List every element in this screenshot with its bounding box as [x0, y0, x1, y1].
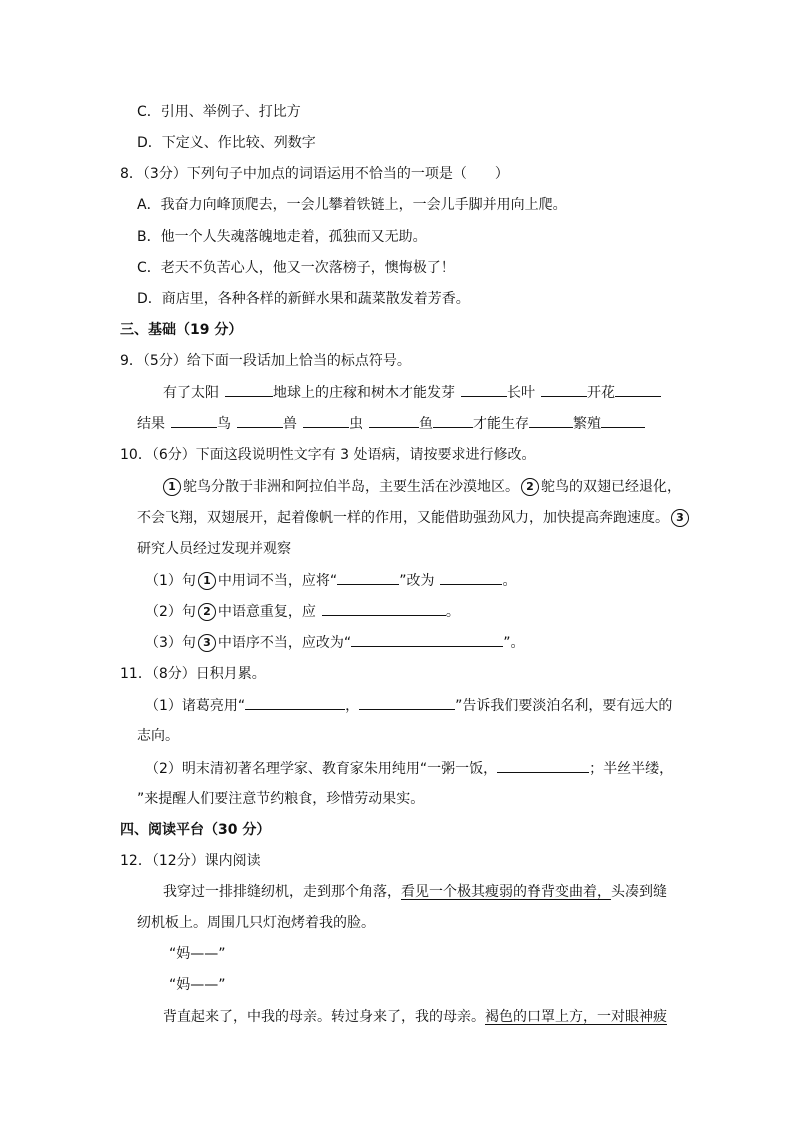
q9-word: 结果 — [137, 416, 165, 432]
q12-passage-line-1: 我穿过一排排缝纫机，走到那个角落，看见一个极其瘦弱的脊背变曲着，头凑到缝 — [163, 884, 667, 900]
q9-blank[interactable] — [225, 382, 273, 397]
q8-option-d: D．商店里，各种各样的新鲜水果和蔬菜散发着芳香。 — [137, 291, 470, 307]
circled-number: 1 — [163, 478, 181, 496]
circled-number: 3 — [198, 634, 216, 652]
q12-passage-line-3: 背直起来了，中我的母亲。转过身来了，我的母亲。褐色的口罩上方，一对眼神疲 — [163, 1009, 667, 1025]
q10-sub-1: （1）句 1 中用词不当，应将“ ”改为 。 — [145, 570, 516, 591]
circled-number: 2 — [521, 478, 539, 496]
section-4-title: 四、阅读平台（30 分） — [120, 822, 271, 838]
q10-sentence: 鸵鸟的双翅已经退化， — [541, 479, 681, 495]
q9-line-1 — [163, 382, 661, 403]
underlined-sentence: 褐色的口罩上方，一对眼神疲 — [485, 1009, 667, 1025]
q9-word: 兽 — [283, 416, 297, 432]
q9-blank[interactable] — [615, 382, 661, 397]
q8-option-a: A．我奋力向峰顶爬去，一会儿攀着铁链上，一会儿手脚并用向上爬。 — [137, 197, 567, 213]
q10-stem: 10．（6分）下面这段说明性文字有 3 处语病，请按要求进行修改。 — [120, 447, 536, 463]
q7-option-d: D．下定义、作比较、列数字 — [137, 135, 316, 151]
q12-call-1: “妈——” — [169, 946, 226, 962]
q8-option-c: C．老天不负苦心人，他又一次落榜子，懊悔极了！ — [137, 260, 455, 276]
q11-part-1: （1）诸葛亮用“ ， ”告诉我们要淡泊名利，要有远大的 — [145, 695, 672, 716]
answer-blank[interactable] — [322, 601, 446, 616]
q9-blank[interactable] — [529, 413, 573, 428]
q10-sentence: 鸵鸟分散于非洲和阿拉伯半岛，主要生活在沙漠地区。 — [183, 479, 519, 495]
q11-part-1-cont: 志向。 — [137, 728, 179, 744]
q9-line-2 — [137, 413, 645, 434]
q7-option-c: C．引用、举例子、打比方 — [137, 104, 301, 120]
q9-blank[interactable] — [433, 413, 473, 428]
circled-number: 1 — [198, 572, 216, 590]
q9-word: 长叶 — [507, 385, 535, 401]
q9-word: 鸟 — [217, 416, 231, 432]
q10-passage-line-2 — [137, 508, 691, 528]
q8-stem: 8．（3分）下列句子中加点的词语运用不恰当的一项是（ ） — [120, 166, 509, 182]
answer-blank[interactable] — [337, 570, 399, 585]
q11-part-2: （2）明末清初著名理学家、教育家朱用纯用“一粥一饭， ；半丝半缕， — [145, 758, 673, 779]
q11-part-2-cont: ”来提醒人们要注意节约粮食，珍惜劳动果实。 — [137, 791, 425, 807]
q10-sub-2: （2）句 2 中语意重复，应 。 — [145, 601, 460, 622]
q9-word: 虫 — [349, 416, 363, 432]
circled-number: 3 — [671, 509, 689, 527]
q9-blank[interactable] — [601, 413, 645, 428]
answer-blank[interactable] — [245, 695, 345, 710]
q12-passage-line-2: 纫机板上。周围几只灯泡烤着我的脸。 — [137, 915, 375, 931]
q9-blank[interactable] — [171, 413, 217, 428]
q9-blank[interactable] — [237, 413, 283, 428]
q12-stem: 12．（12分）课内阅读 — [120, 853, 261, 869]
q9-blank[interactable] — [303, 413, 349, 428]
q8-option-b: B．他一个人失魂落魄地走着，孤独而又无助。 — [137, 229, 427, 245]
underlined-sentence: 看见一个极其瘦弱的脊背变曲着， — [401, 884, 611, 900]
answer-blank[interactable] — [351, 632, 503, 647]
q12-call-2: “妈——” — [169, 977, 226, 993]
answer-blank[interactable] — [497, 758, 589, 773]
q9-stem: 9．（5分）给下面一段话加上恰当的标点符号。 — [120, 353, 411, 369]
q9-blank[interactable] — [541, 382, 587, 397]
q9-word: 繁殖 — [573, 416, 601, 432]
answer-blank[interactable] — [440, 570, 502, 585]
q9-word: 才能生存 — [473, 416, 529, 432]
q10-sub-3: （3）句 3 中语序不当，应改为“ ”。 — [145, 632, 524, 653]
q9-blank[interactable] — [369, 413, 419, 428]
q9-word: 地球上的庄稼和树木才能发芽 — [273, 385, 455, 401]
q10-passage-line-1 — [161, 477, 681, 497]
section-3-title: 三、基础（19 分） — [120, 322, 243, 338]
circled-number: 2 — [198, 603, 216, 621]
q9-blank[interactable] — [461, 382, 507, 397]
q10-passage-line-3: 研究人员经过发现并观察 — [137, 541, 291, 557]
q11-stem: 11．（8分）日积月累。 — [120, 666, 266, 682]
q9-word: 有了太阳 — [163, 385, 219, 401]
answer-blank[interactable] — [359, 695, 455, 710]
q10-sentence: 不会飞翔，双翅展开，起着像帆一样的作用，又能借助强劲风力，加快提高奔跑速度。 — [137, 510, 669, 526]
q9-word: 开花 — [587, 385, 615, 401]
q9-word: 鱼 — [419, 416, 433, 432]
